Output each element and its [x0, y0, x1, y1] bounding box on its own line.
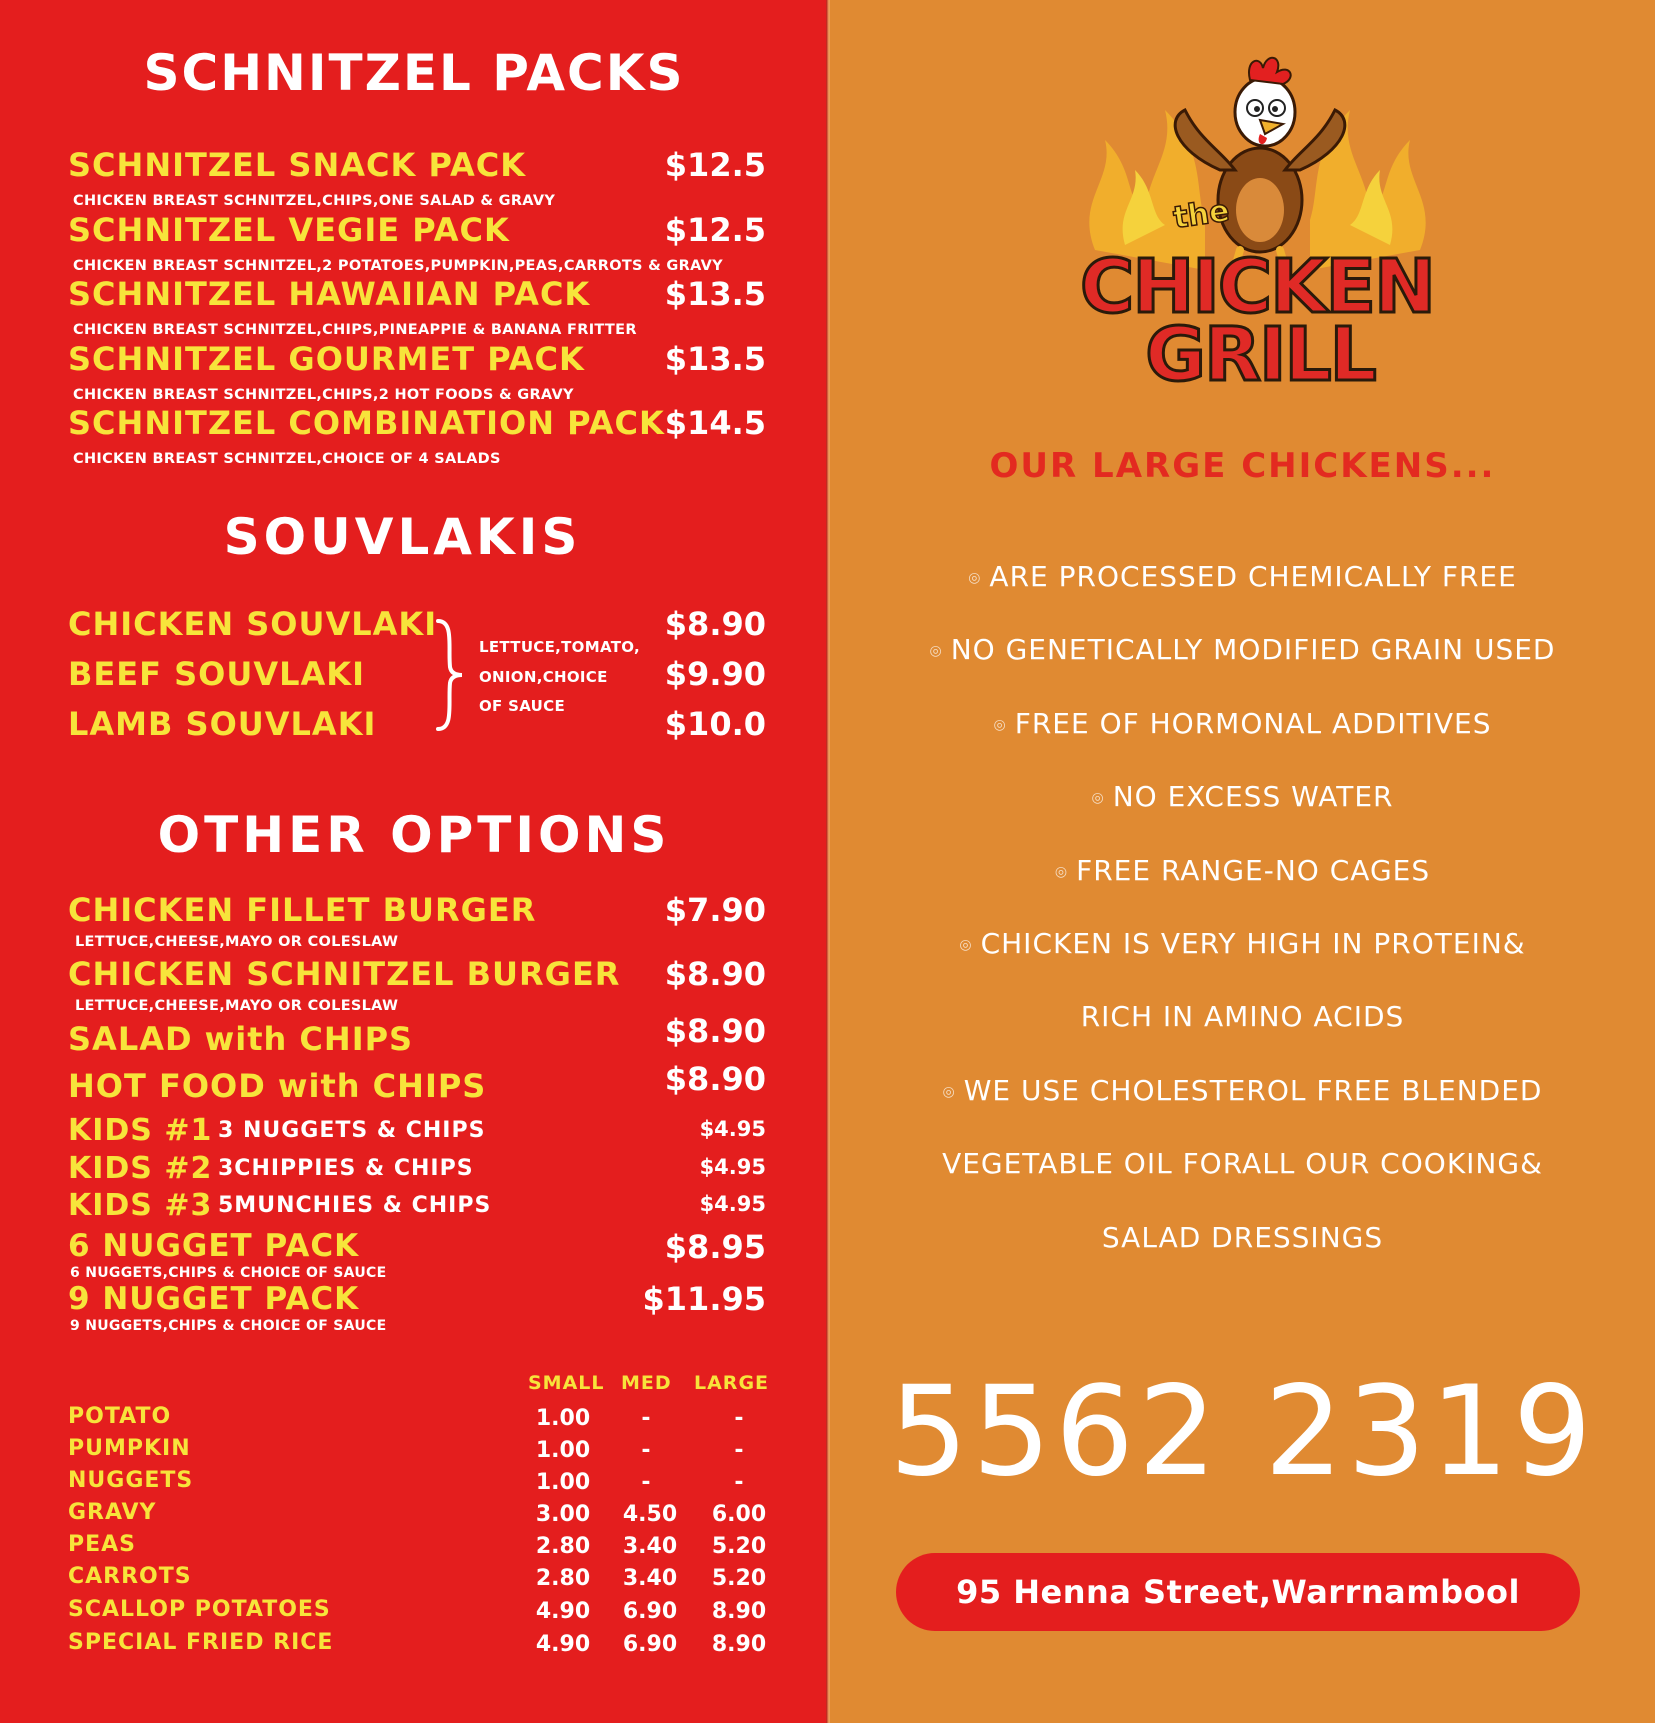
side-price-small: 3.00: [535, 1502, 591, 1527]
logo-name-line2: GRILL: [1145, 312, 1375, 395]
kids-item-price: $4.95: [699, 1192, 766, 1216]
souvlaki-note: LETTUCE,TOMATO,: [479, 638, 640, 656]
schnitzel-item-desc: CHICKEN BREAST SCHNITZEL,CHIPS,PINEAPPIE & BANANA FRITTER: [73, 322, 637, 338]
side-price-small: 2.80: [535, 1534, 591, 1559]
schnitzel-item-desc: CHICKEN BREAST SCHNITZEL,CHIPS,ONE SALAD & GRAVY: [73, 193, 556, 209]
benefit-item-continued: SALAD DRESSINGS: [1101, 1221, 1384, 1254]
side-price-med: 3.40: [622, 1534, 678, 1559]
chips-item-price: $8.90: [664, 1012, 766, 1050]
side-price-large: 6.00: [711, 1502, 767, 1527]
side-price-med: 6.90: [622, 1632, 678, 1657]
benefit-item: ◎ NO EXCESS WATER: [1091, 780, 1394, 813]
side-name: SCALLOP POTATOES: [68, 1597, 331, 1622]
side-name: SPECIAL FRIED RICE: [68, 1630, 334, 1655]
souvlaki-item-name: BEEF SOUVLAKI: [68, 655, 365, 693]
logo-name-line1: CHICKEN: [1080, 244, 1434, 330]
nugget-item-desc: 6 NUGGETS,CHIPS & CHOICE OF SAUCE: [70, 1265, 387, 1281]
souvlakis-section-title: SOUVLAKIS: [223, 508, 582, 566]
schnitzel-item-price: $12.5: [664, 146, 766, 184]
souvlaki-item-name: LAMB SOUVLAKI: [68, 705, 377, 743]
logo-prefix: the: [1171, 193, 1232, 236]
side-price-small: 4.90: [535, 1599, 591, 1624]
chips-item-name: SALAD with CHIPS: [68, 1020, 414, 1058]
benefit-item: ◎ WE USE CHOLESTEROL FREE BLENDED: [942, 1074, 1543, 1107]
benefit-item: ◎ FREE OF HORMONAL ADDITIVES: [993, 707, 1492, 740]
kids-item-name: KIDS #1: [68, 1113, 213, 1148]
kids-item-price: $4.95: [699, 1155, 766, 1179]
side-name: CARROTS: [68, 1564, 192, 1589]
side-price-med: 6.90: [622, 1599, 678, 1624]
schnitzel-item-name: SCHNITZEL VEGIE PACK: [68, 211, 510, 249]
souvlaki-note: OF SAUCE: [479, 697, 566, 715]
burger-item-price: $7.90: [664, 891, 766, 929]
schnitzel-section-title: SCHNITZEL PACKS: [143, 44, 685, 102]
burger-item-desc: LETTUCE,CHEESE,MAYO OR COLESLAW: [75, 934, 399, 950]
burger-item-name: CHICKEN FILLET BURGER: [68, 891, 537, 929]
kids-item-price: $4.95: [699, 1117, 766, 1141]
burger-item-desc: LETTUCE,CHEESE,MAYO OR COLESLAW: [75, 998, 399, 1014]
schnitzel-item-price: $12.5: [664, 211, 766, 249]
nugget-item-price: $8.95: [664, 1228, 766, 1266]
chips-item-price: $8.90: [664, 1060, 766, 1098]
souvlaki-item-name: CHICKEN SOUVLAKI: [68, 605, 438, 643]
bullet-icon: ◎: [1091, 790, 1105, 806]
side-price-med: -: [641, 1470, 651, 1495]
side-price-large: -: [734, 1438, 744, 1463]
schnitzel-item-desc: CHICKEN BREAST SCHNITZEL,2 POTATOES,PUMPKIN,PEAS,CARROTS & GRAVY: [73, 258, 723, 274]
side-price-large: -: [734, 1406, 744, 1431]
column-header-med: MED: [621, 1372, 672, 1394]
side-price-med: 4.50: [622, 1502, 678, 1527]
side-price-small: 1.00: [535, 1470, 591, 1495]
side-price-large: 8.90: [711, 1632, 767, 1657]
schnitzel-item-desc: CHICKEN BREAST SCHNITZEL,CHOICE OF 4 SALADS: [73, 451, 501, 467]
bullet-icon: ◎: [929, 643, 943, 659]
side-name: POTATO: [68, 1404, 172, 1429]
side-price-med: 3.40: [622, 1566, 678, 1591]
schnitzel-item-price: $13.5: [664, 275, 766, 313]
schnitzel-item-name: SCHNITZEL COMBINATION PACK: [68, 404, 665, 442]
chicken-grill-logo: [1055, 50, 1460, 395]
benefit-item: ◎ FREE RANGE-NO CAGES: [1054, 854, 1431, 887]
brace-icon: [432, 617, 466, 733]
bullet-icon: ◎: [959, 937, 973, 953]
side-price-large: 5.20: [711, 1534, 767, 1559]
info-panel: [830, 0, 1655, 1723]
side-price-large: 5.20: [711, 1566, 767, 1591]
bullet-icon: ◎: [993, 717, 1007, 733]
benefit-item: ◎ ARE PROCESSED CHEMICALLY FREE: [968, 560, 1517, 593]
kids-item-desc: 3 NUGGETS & CHIPS: [218, 1118, 486, 1143]
schnitzel-item-price: $13.5: [664, 340, 766, 378]
bullet-icon: ◎: [968, 570, 982, 586]
side-price-large: 8.90: [711, 1599, 767, 1624]
bullet-icon: ◎: [942, 1084, 956, 1100]
burger-item-name: CHICKEN SCHNITZEL BURGER: [68, 955, 621, 993]
benefit-item-continued: RICH IN AMINO ACIDS: [1080, 1000, 1405, 1033]
souvlaki-item-price: $8.90: [664, 605, 766, 643]
schnitzel-item-desc: CHICKEN BREAST SCHNITZEL,CHIPS,2 HOT FOODS & GRAVY: [73, 387, 574, 403]
side-price-small: 2.80: [535, 1566, 591, 1591]
side-name: GRAVY: [68, 1500, 157, 1525]
column-header-large: LARGE: [694, 1372, 770, 1394]
benefit-item: ◎ NO GENETICALLY MODIFIED GRAIN USED: [929, 633, 1556, 666]
benefit-item-continued: VEGETABLE OIL FORALL OUR COOKING&: [942, 1147, 1543, 1180]
kids-item-name: KIDS #2: [68, 1151, 213, 1186]
schnitzel-item-price: $14.5: [664, 404, 766, 442]
side-price-small: 1.00: [535, 1406, 591, 1431]
side-name: NUGGETS: [68, 1468, 194, 1493]
souvlaki-item-price: $10.0: [664, 705, 766, 743]
address-badge: 95 Henna Street,Warrnambool: [896, 1553, 1580, 1631]
schnitzel-item-name: SCHNITZEL GOURMET PACK: [68, 340, 585, 378]
side-price-small: 4.90: [535, 1632, 591, 1657]
benefit-item: ◎ CHICKEN IS VERY HIGH IN PROTEIN&: [959, 927, 1526, 960]
nugget-item-name: 9 NUGGET PACK: [68, 1281, 360, 1317]
column-header-small: SMALL: [528, 1372, 605, 1394]
side-name: PEAS: [68, 1532, 137, 1557]
kids-item-name: KIDS #3: [68, 1188, 213, 1223]
schnitzel-item-name: SCHNITZEL HAWAIIAN PACK: [68, 275, 591, 313]
souvlaki-note: ONION,CHOICE: [479, 668, 608, 686]
nugget-item-desc: 9 NUGGETS,CHIPS & CHOICE OF SAUCE: [70, 1318, 387, 1334]
side-price-small: 1.00: [535, 1438, 591, 1463]
phone-number[interactable]: 5562 2319: [889, 1360, 1596, 1504]
souvlaki-item-price: $9.90: [664, 655, 766, 693]
side-price-med: -: [641, 1406, 651, 1431]
side-price-med: -: [641, 1438, 651, 1463]
chickens-section-title: OUR LARGE CHICKENS...: [989, 446, 1496, 486]
chips-item-name: HOT FOOD with CHIPS: [68, 1067, 487, 1105]
side-name: PUMPKIN: [68, 1436, 191, 1461]
bullet-icon: ◎: [1054, 864, 1069, 880]
burger-item-price: $8.90: [664, 955, 766, 993]
nugget-item-price: $11.95: [642, 1280, 766, 1318]
other-options-section-title: OTHER OPTIONS: [157, 806, 671, 864]
kids-item-desc: 5MUNCHIES & CHIPS: [218, 1193, 492, 1218]
kids-item-desc: 3CHIPPIES & CHIPS: [218, 1156, 474, 1181]
nugget-item-name: 6 NUGGET PACK: [68, 1228, 360, 1264]
side-price-large: -: [734, 1470, 744, 1495]
schnitzel-item-name: SCHNITZEL SNACK PACK: [68, 146, 526, 184]
